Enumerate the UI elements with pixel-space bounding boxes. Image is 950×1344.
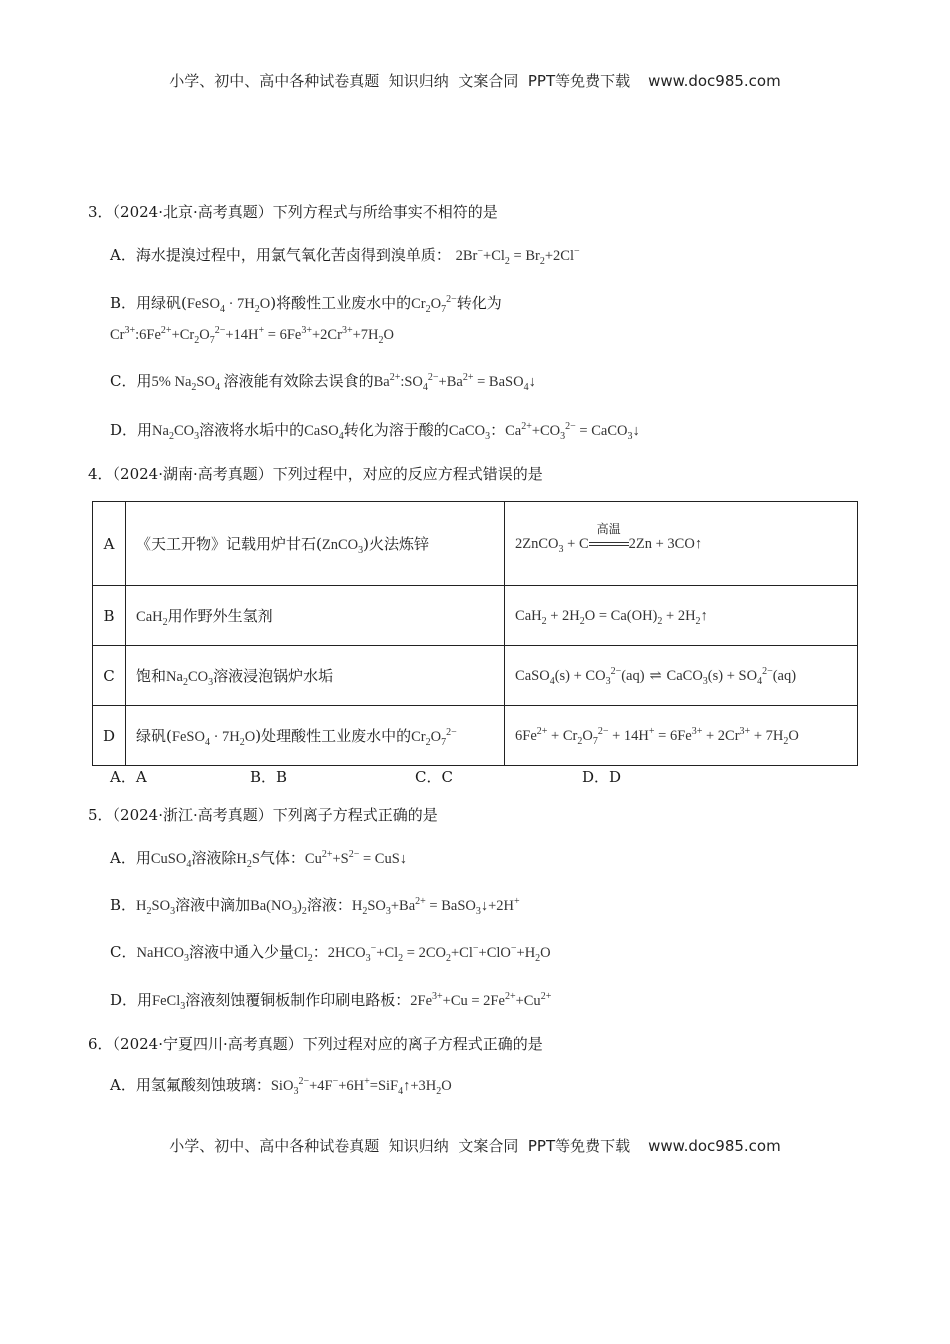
q3-b-equation: $Cr^{3+}:6Fe^{2+}+Cr_2O_7^{2-}+14H^+ = 6Fe^{3+}+2Cr^{3+}+7H_2O$ bbox=[110, 325, 394, 346]
q4-option-c[interactable]: C．C bbox=[415, 768, 453, 786]
table-row[interactable]: A 《天工开物》记载用炉甘石(ZnCO$_3$)火法炼锌 2ZnCO$_3$ + C 高温 2Zn + 3CO↑ bbox=[93, 502, 858, 586]
header-url[interactable]: www.doc985.com bbox=[648, 72, 781, 90]
footer-url[interactable]: www.doc985.com bbox=[648, 1137, 781, 1155]
q5-option-c[interactable]: C．NaHCO$_3$溶液中通入少量$Cl_2$：$2HCO_3^-+Cl_2 = 2CO_2+Cl^-+ClO^-+H_2O$ bbox=[110, 943, 551, 964]
q4-option-b[interactable]: B．B bbox=[250, 768, 288, 786]
q3-a-equation: $2Br^-+Cl_2 = Br_2+2Cl^-$ bbox=[455, 246, 580, 267]
page-header bbox=[0, 70, 950, 91]
footer-text: 小学、初中、高中各种试卷真题 知识归纳 文案合同 PPT等免费下载 bbox=[169, 1137, 631, 1155]
q5-option-b[interactable]: B．$H_2SO_3$溶液中滴加$Ba(NO_3)_2$溶液：$H_2SO_3+Ba^{2+}$ = BaSO$_3$↓+2H+ bbox=[110, 896, 520, 917]
q5-option-a[interactable]: A．用CuSO$_4$溶液除$H_2S$气体：$Cu^{2+}+S^{2-}$ = CuS↓ bbox=[110, 849, 408, 870]
page-footer bbox=[0, 1135, 950, 1156]
q3-option-c[interactable]: C．用5% $Na_2SO_4$ 溶液能有效除去误食的$Ba^{2+}:SO_4^{2-}+Ba^{2+}$ = BaSO$_4$↓ bbox=[110, 372, 536, 393]
q4-table bbox=[92, 501, 858, 766]
q3-option-b[interactable]: B．用绿矾(FeSO$_4$ · $7H_2O$)将酸性工业废水中的$Cr_2O_7^{2-}$转化为 bbox=[110, 294, 502, 315]
q5-stem: 5．（2024·浙江·高考真题）下列离子方程式正确的是 bbox=[88, 806, 438, 824]
q6-option-a[interactable]: A．用氢氟酸刻蚀玻璃：$SiO_3^{2-}+4F^-+6H^+=SiF_4↑+3H_2O$ bbox=[110, 1076, 452, 1097]
table-row[interactable]: B CaH$_2$用作野外生氢剂 $CaH_2 + 2H_2O = Ca(OH)_2$ + $2H_2↑$ bbox=[93, 586, 858, 646]
q4-option-a[interactable]: A．A bbox=[110, 768, 147, 786]
q4-option-d[interactable]: D．D bbox=[582, 768, 622, 786]
q3-option-d[interactable]: D．用$Na_2CO_3$溶液将水垢中的CaSO$_4$转化为溶于酸的CaCO$_3$：$Ca^{2+}+CO_3^{2-}$ = CaCO$_3$↓ bbox=[110, 421, 640, 442]
header-text: 小学、初中、高中各种试卷真题 知识归纳 文案合同 PPT等免费下载 bbox=[169, 72, 631, 90]
q3-stem: 3．（2024·北京·高考真题）下列方程式与所给事实不相符的是 bbox=[88, 203, 498, 221]
reaction-condition: 高温 bbox=[589, 537, 629, 551]
q3-option-a[interactable]: A．海水提溴过程中，用氯气氧化苦卤得到溴单质： $2Br^-+Cl_2 = Br_2+2Cl^-$ bbox=[110, 246, 580, 267]
q6-stem: 6．（2024·宁夏四川·高考真题）下列过程对应的离子方程式正确的是 bbox=[88, 1035, 543, 1053]
q4-stem: 4．（2024·湖南·高考真题）下列过程中，对应的反应方程式错误的是 bbox=[88, 465, 543, 483]
table-row[interactable]: D 绿矾(FeSO$_4$ · $7H_2O$)处理酸性工业废水中的$Cr_2O_7^{2-}$ $6Fe^{2+} + Cr_2O_7^{2-} + 14H^+ = 6Fe^{3+} + 2Cr^{3+} + 7H_2O$ bbox=[93, 706, 858, 766]
q5-option-d[interactable]: D．用FeCl$_3$溶液刻蚀覆铜板制作印刷电路板：$2Fe^{3+}+Cu = 2Fe^{2+}+Cu^{2+}$ bbox=[110, 991, 552, 1012]
table-row[interactable]: C 饱和$Na_2CO_3$溶液浸泡锅炉水垢 CaSO$_4$(s) + $CO_3^{2-}(aq)$ ⇌ CaCO$_3$(s) + $SO_4^{2-}(aq)$ bbox=[93, 646, 858, 706]
